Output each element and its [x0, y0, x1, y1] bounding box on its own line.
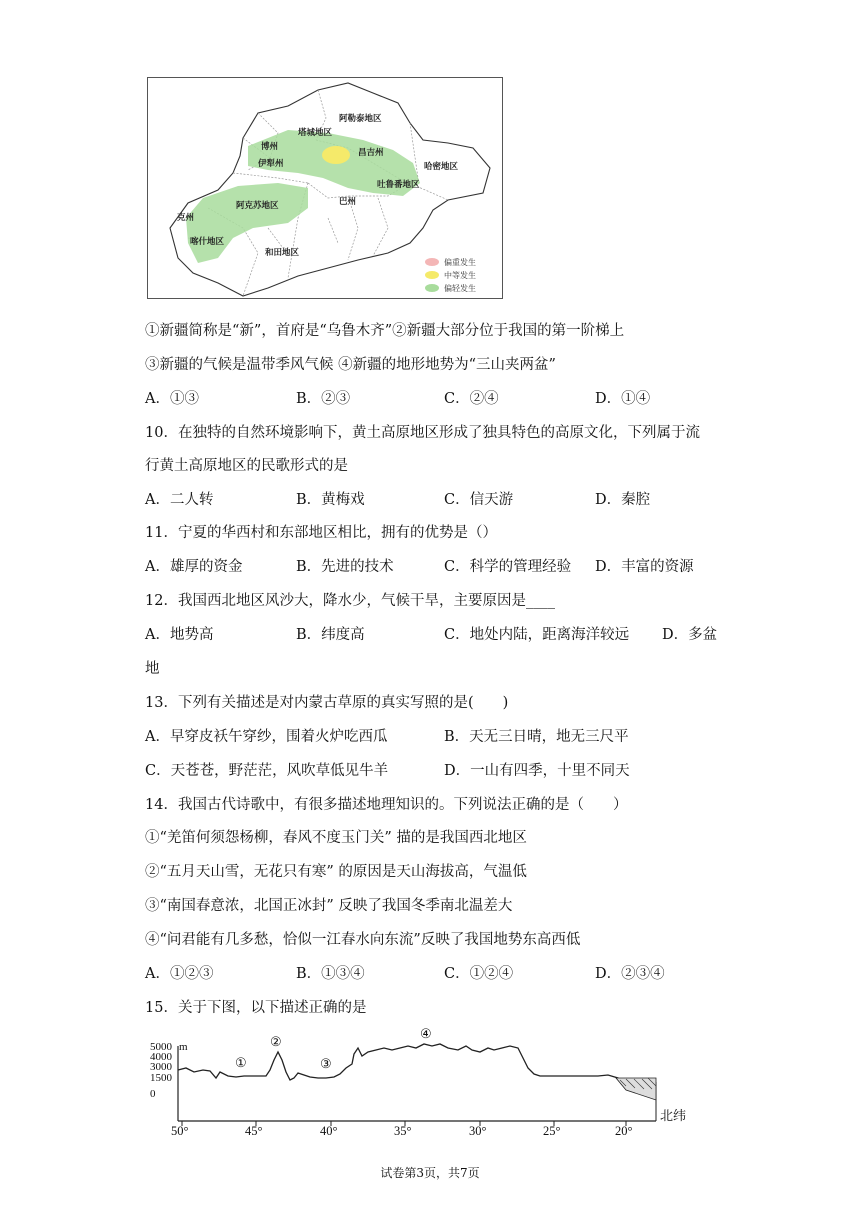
- legend-swatch-medium: [425, 271, 439, 279]
- x-tick-45: 45°: [245, 1124, 263, 1138]
- x-tick-40: 40°: [320, 1124, 338, 1138]
- label-aksu: 阿克苏地区: [236, 201, 279, 211]
- q13-option-b[interactable]: B．天无三日晴，地无三尺平: [444, 729, 629, 745]
- q14-option-d[interactable]: D．②③④: [595, 966, 665, 982]
- y-tick-1500: 1500: [150, 1072, 172, 1084]
- label-bozhou: 博州: [261, 142, 279, 152]
- y-tick-0: 0: [150, 1088, 156, 1100]
- q14-statement-2: ②“五月天山雪，无花只有寒” 的原因是天山海拔高，气温低: [145, 864, 527, 880]
- q14-option-c[interactable]: C．①②④: [444, 966, 514, 982]
- x-axis-label: 北纬: [660, 1108, 687, 1123]
- q11-option-a[interactable]: A．雄厚的资金: [145, 559, 243, 575]
- y-tick-5000: 5000: [150, 1041, 172, 1053]
- marker-4: ④: [420, 1027, 432, 1042]
- marker-3: ③: [320, 1057, 332, 1072]
- label-bazhou: 巴州: [339, 197, 357, 207]
- legend-swatch-heavy: [425, 258, 439, 266]
- q15-stem: 15．关于下图，以下描述正确的是: [145, 1000, 367, 1016]
- marker-1: ①: [235, 1056, 247, 1071]
- x-tick-30: 30°: [469, 1124, 487, 1138]
- xinjiang-outline: [170, 83, 490, 296]
- marker-2: ②: [270, 1035, 282, 1050]
- legend-light: 偏轻发生: [444, 284, 476, 293]
- q11-option-c[interactable]: C．科学的管理经验: [444, 559, 572, 575]
- q14-statement-4: ④“问君能有几多愁，恰似一江春水向东流”反映了我国地势东高西低: [145, 932, 581, 948]
- q12-stem: 12．我国西北地区风沙大，降水少，气候干旱，主要原因是____: [145, 593, 555, 609]
- q13-option-d[interactable]: D．一山有四季，十里不同天: [444, 763, 630, 779]
- q9-statement-2: ③新疆的气候是温带季风气候 ④新疆的地形地势为“三山夹两盆”: [145, 357, 556, 373]
- q12-option-a[interactable]: A．地势高: [145, 627, 214, 643]
- y-unit: m: [179, 1041, 188, 1053]
- x-tick-25: 25°: [543, 1124, 561, 1138]
- label-tacheng: 塔城地区: [298, 128, 333, 138]
- y-tick-3000: 3000: [150, 1061, 172, 1073]
- q12-option-c[interactable]: C．地处内陆，距离海洋较远: [444, 627, 630, 643]
- x-tick-20: 20°: [615, 1124, 633, 1138]
- q9-option-c[interactable]: C．②④: [444, 391, 499, 407]
- q10-option-b[interactable]: B．黄梅戏: [296, 492, 365, 508]
- q12-option-b[interactable]: B．纬度高: [296, 627, 365, 643]
- q14-option-a[interactable]: A．①②③: [145, 966, 214, 982]
- legend-medium: 中等发生: [444, 271, 476, 280]
- q11-stem: 11．宁夏的华西村和东部地区相比，拥有的优势是（）: [145, 525, 497, 541]
- q14-option-b[interactable]: B．①③④: [296, 966, 365, 982]
- label-hotan: 和田地区: [265, 248, 300, 258]
- y-tick-4000: 4000: [150, 1051, 172, 1063]
- q11-option-b[interactable]: B．先进的技术: [296, 559, 394, 575]
- q13-option-c[interactable]: C．天苍苍，野茫茫，风吹草低见牛羊: [145, 763, 389, 779]
- q9-option-d[interactable]: D．①④: [595, 391, 651, 407]
- q14-statement-1: ①“羌笛何须怨杨柳，春风不度玉门关” 描的是我国西北地区: [145, 830, 527, 846]
- x-tick-50: 50°: [171, 1124, 189, 1138]
- q10-option-a[interactable]: A．二人转: [145, 492, 214, 508]
- q10-option-c[interactable]: C．信天游: [444, 492, 514, 508]
- q10-stem-line2: 行黄土高原地区的民歌形式的是: [145, 458, 348, 474]
- label-turpan: 吐鲁番地区: [377, 180, 420, 190]
- q9-option-a[interactable]: A．①③: [145, 391, 199, 407]
- x-tick-35: 35°: [394, 1124, 412, 1138]
- label-hami: 哈密地区: [424, 162, 459, 172]
- q9-statement-1: ①新疆简称是“新”，首府是“乌鲁木齐”②新疆大部分位于我国的第一阶梯上: [145, 323, 625, 339]
- q12-option-d[interactable]: D．多盆: [662, 627, 718, 643]
- q14-statement-3: ③“南国春意浓，北国正冰封” 反映了我国冬季南北温差大: [145, 898, 513, 914]
- q10-stem-line1: 10．在独特的自然环境影响下，黄土高原地区形成了独具特色的高原文化，下列属于流: [145, 425, 700, 441]
- q11-option-d[interactable]: D．丰富的资源: [595, 559, 694, 575]
- q13-option-a[interactable]: A．早穿皮袄午穿纱，围着火炉吃西瓜: [145, 729, 388, 745]
- label-kashgar: 喀什地区: [190, 237, 225, 247]
- yellow-zone: [322, 146, 350, 164]
- legend-heavy: 偏重发生: [444, 258, 476, 267]
- legend-swatch-light: [425, 284, 439, 292]
- q9-option-b[interactable]: B．②③: [296, 391, 351, 407]
- q12-option-d-wrap: 地: [145, 661, 160, 677]
- terrain-line: [178, 1044, 656, 1088]
- label-changji: 昌吉州: [358, 148, 384, 158]
- q14-stem: 14．我国古代诗歌中，有很多描述地理知识的。下列说法正确的是（ ）: [145, 797, 628, 813]
- q10-option-d[interactable]: D．秦腔: [595, 492, 651, 508]
- page-footer: 试卷第3页，共7页: [380, 1166, 480, 1180]
- q13-stem: 13．下列有关描述是对内蒙古草原的真实写照的是( ): [145, 695, 509, 711]
- terrain-profile: [148, 1027, 708, 1140]
- label-kezhou: 克州: [177, 213, 195, 223]
- label-yili: 伊犁州: [258, 159, 284, 169]
- xinjiang-map: [147, 77, 503, 299]
- label-altay: 阿勒泰地区: [339, 114, 382, 124]
